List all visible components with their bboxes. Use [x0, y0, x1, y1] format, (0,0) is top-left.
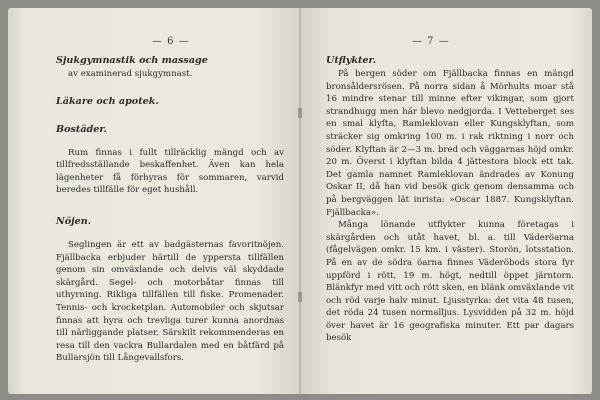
section-heading: Bostäder. [56, 123, 107, 135]
paragraph: På bergen söder om Fjällbacka finnas en mängd bronsåldersrösen. På norra sidan å Mörhults moar stå 16 mindre stenar till minne efter vikingar, som gjort strandhugg men här blevo nedgjorda. I Vetteberget ses en smal klyfta, Ramleklovan eller Kungsklyftan, som sträcker sig omkring 100 m. i rak riktning i norr och söder. Klyftan är 2—3 m. bred och väggarnas höjd omkr. 20 m. Överst i klyftan bilda 4 jättestora block ett tak. Det gamla namnet Ramleklovan ändrades av Konung Oskar II, då han vid besök gick genom densamma och på bergväggen lät inrista: »Oscar 1887. Kungsklyftan. Fjällbacka». [326, 69, 574, 218]
booklet-spine [299, 8, 301, 394]
section-heading: Utflykter. [326, 55, 377, 66]
section-heading: Sjukgymnastik och massage [56, 55, 208, 66]
paragraph: Många lönande utflykter kunna företagas i skärgården och utåt havet, bl. a. till Väderöarna (fågelvägen omkr. 15 km. i väster). Storön, lotsstation. På en av de södra öarna finnes Väderöbods stora fyr uppförd i rött, 19 m. högt, nedtill öppet järntorn. Blänkfyr med vitt och rött sken, en blänk omväxlande vit och röd varje halv minut. Ljusstyrka: det vita 48 tusen, det röda 24 tusen normalljus. Lysvidden på 32 m. höjd över havet är 16 geografiska minuter. Ett par dagars besök [326, 220, 574, 344]
section-text: Seglingen är ett av badgästernas favoritnöjen. Fjällbacka erbjuder härtill de yppersta tillfällen genom sin omväxlande och delvis väl skyddade skärgård. Segel- och motorbåtar finnas till uthyrning. Rikliga tillfällen till fiske. Promenader. Tennis- och krocketplan. Automobiler och skjutsar finnas att hyra och trevliga turer kunna anordnas till närliggande platser. Särskilt rekommenderas en resa till den vackra Bullardalen med en båtfärd på Bullarsjön till Långevallsfors. [56, 239, 284, 364]
left-page [8, 8, 300, 394]
staple [298, 108, 302, 118]
staple [298, 292, 302, 302]
section-text: av examinerad sjukgymnast. [68, 69, 193, 79]
section-text: Rum finnas i fullt tillräcklig mängd och av tillfredsställande beskaffenhet. Även kan hela lägenheter få förhyras för sommaren, varvid beredes tillfälle för eget hushåll. [56, 147, 284, 196]
open-booklet [8, 8, 592, 394]
section-heading: Nöjen. [56, 215, 92, 227]
page-number-left: — 6 — [152, 36, 190, 47]
left-page-content [56, 54, 284, 365]
right-page [300, 8, 592, 394]
section-heading: Läkare och apotek. [56, 95, 159, 107]
right-page-content [326, 54, 574, 345]
page-number-right: — 7 — [412, 36, 450, 47]
